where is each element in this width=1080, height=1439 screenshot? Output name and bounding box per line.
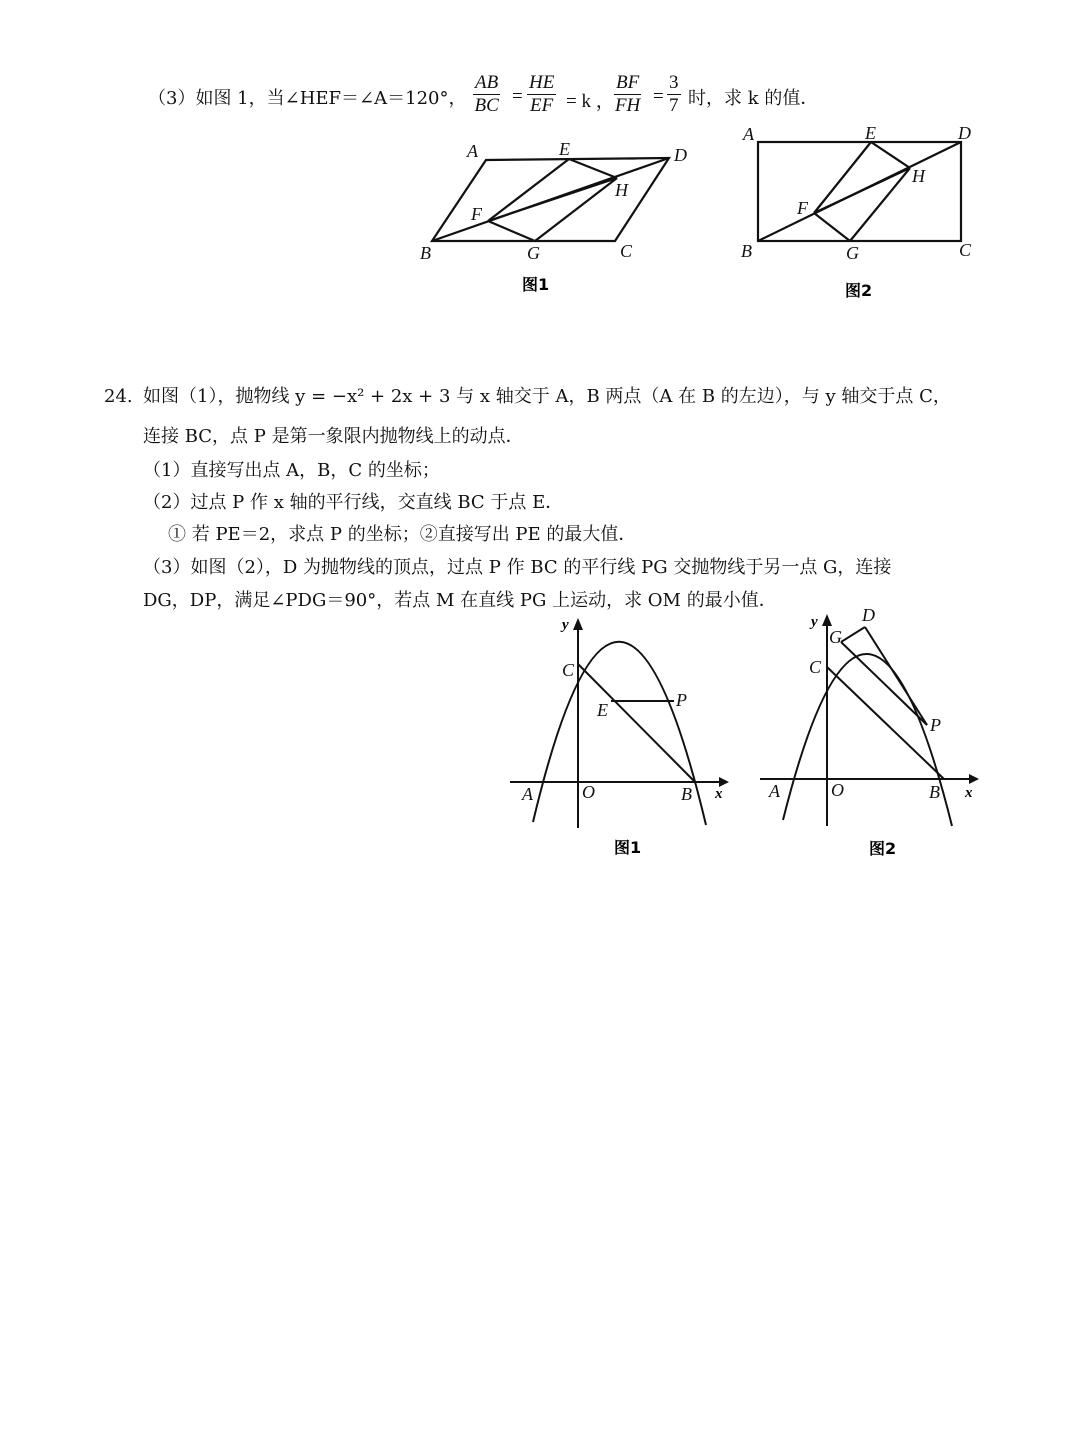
- label-c: C: [620, 241, 633, 261]
- x-axis-label: x: [965, 785, 973, 801]
- q23-part3-condition: ∠HEF＝∠A＝120°，: [284, 88, 467, 109]
- label-e: E: [597, 700, 608, 720]
- label-a: A: [769, 781, 780, 801]
- label-b: B: [929, 782, 940, 802]
- caption-figure-2: 图2: [869, 839, 897, 858]
- q24-line-1: 如图（1），抛物线 y = −x² + 2x + 3 与 x 轴交于 A，B 两点（A 在 B 的左边），与 y 轴交于点 C，: [143, 386, 951, 407]
- q23-part3-tail: 时，求 k 的值．: [688, 88, 819, 109]
- q24-part-2-sub: ① 若 PE＝2，求点 P 的坐标；②直接写出 PE 的最大值．: [168, 524, 637, 545]
- label-e: E: [559, 139, 570, 159]
- q23-part3-num: （3）: [148, 88, 196, 109]
- label-p: P: [676, 690, 687, 710]
- fraction-denominator: BC: [474, 95, 499, 116]
- fraction-numerator: HE: [529, 72, 555, 93]
- q24-part-2: （2）过点 P 作 x 轴的平行线，交直线 BC 于点 E．: [143, 492, 564, 513]
- segment-pg: [841, 642, 927, 725]
- label-o: O: [582, 782, 595, 802]
- label-h: H: [912, 166, 925, 186]
- q24-part-1: （1）直接写出点 A，B，C 的坐标；: [143, 460, 440, 481]
- label-d: D: [958, 123, 971, 143]
- label-a: A: [743, 124, 754, 144]
- x-axis-arrow: [969, 774, 979, 784]
- label-a: A: [522, 784, 533, 804]
- fraction-numerator: BF: [616, 72, 640, 93]
- segment-dp: [865, 627, 927, 725]
- label-c: C: [809, 657, 822, 677]
- label-e: E: [865, 123, 876, 143]
- y-axis-label: y: [811, 614, 818, 630]
- label-g: G: [829, 627, 842, 647]
- caption-figure-2: 图2: [845, 281, 873, 300]
- caption-figure-1: 图1: [614, 838, 642, 857]
- label-h: H: [615, 180, 628, 200]
- y-axis-label: y: [562, 617, 569, 633]
- label-g: G: [846, 243, 859, 263]
- label-b: B: [741, 241, 752, 261]
- segment-dg: [841, 627, 865, 642]
- label-d: D: [862, 605, 875, 625]
- fraction-numerator: AB: [475, 72, 499, 93]
- parabola-curve: [783, 654, 952, 826]
- fraction-numerator: 3: [669, 72, 679, 93]
- equals-sign: =: [653, 86, 664, 107]
- q24-part-3-a: （3）如图（2），D 为抛物线的顶点，过点 P 作 BC 的平行线 PG 交抛物线于另一点 G，连接: [143, 557, 892, 578]
- y-axis-arrow: [822, 614, 832, 626]
- label-d: D: [674, 145, 687, 165]
- label-p: P: [930, 715, 941, 735]
- equals-sign: =: [512, 86, 523, 107]
- fraction-denominator: 7: [669, 95, 679, 116]
- label-o: O: [831, 780, 844, 800]
- label-f: F: [471, 204, 482, 224]
- q23-part3-text: 如图 1，当: [195, 88, 285, 109]
- label-a: A: [467, 141, 478, 161]
- equals-k: = k ，: [566, 91, 615, 112]
- fraction-denominator: FH: [614, 95, 641, 116]
- x-axis-label: x: [715, 786, 723, 802]
- q24-part-3-b: DG，DP，满足∠PDG＝90°，若点 M 在直线 PG 上运动，求 OM 的最小值．: [143, 590, 777, 611]
- label-f: F: [797, 198, 808, 218]
- q24-line-2: 连接 BC，点 P 是第一象限内抛物线上的动点．: [143, 426, 524, 447]
- q24-number: 24.: [104, 386, 133, 407]
- label-g: G: [527, 243, 540, 263]
- caption-figure-1: 图1: [522, 275, 550, 294]
- label-c: C: [562, 660, 575, 680]
- fraction-denominator: EF: [530, 95, 554, 116]
- label-c: C: [959, 240, 972, 260]
- label-b: B: [681, 784, 692, 804]
- label-b: B: [420, 243, 431, 263]
